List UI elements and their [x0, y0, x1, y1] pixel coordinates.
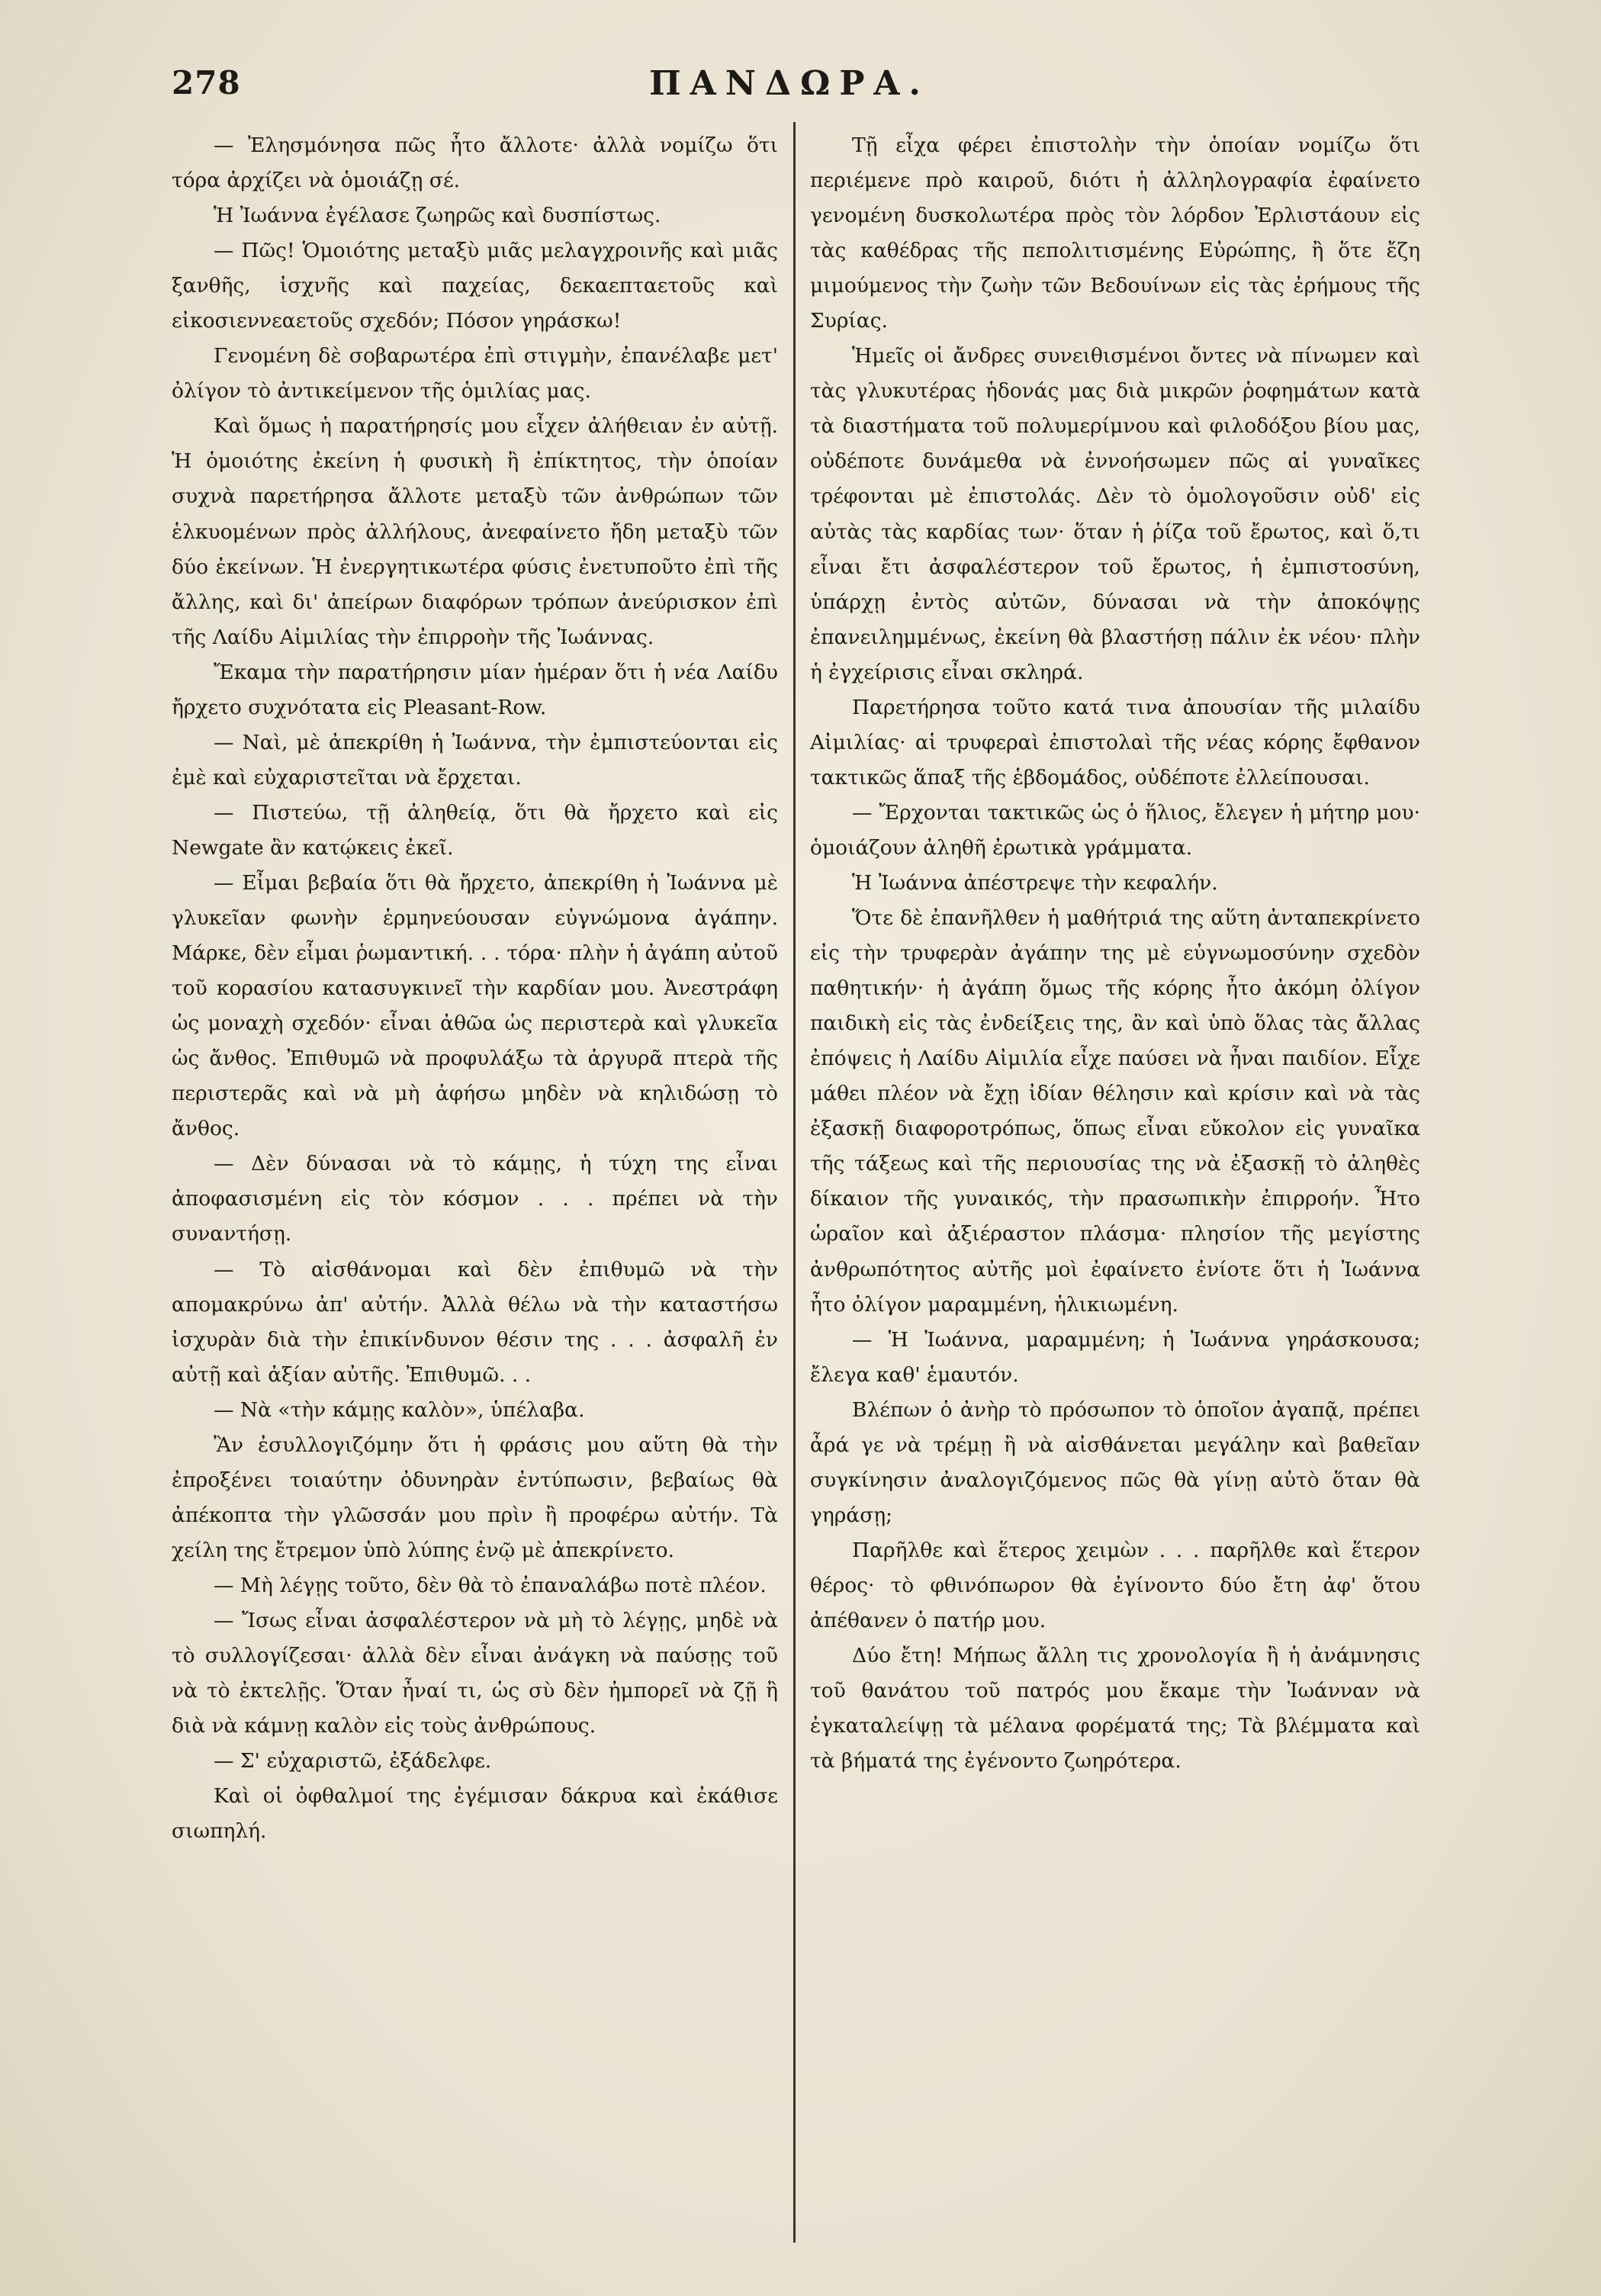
- paragraph: Ἔκαμα τὴν παρατήρησιν μίαν ἡμέραν ὅτι ἡ νέα Λαίδυ ἤρχετο συχνότατα εἰς Pleasant-Row.: [172, 660, 778, 719]
- left-column: [172, 128, 778, 1849]
- paragraph: Ἡ Ἰωάννα ἀπέστρεψε τὴν κεφαλήν.: [852, 870, 1218, 895]
- paragraph: Βλέπων ὁ ἀνὴρ τὸ πρόσωπον τὸ ὁποῖον ἀγαπᾷ, πρέπει ἆρά γε νὰ τρέμῃ ἢ νὰ αἰσθάνεται μεγάλην καὶ βαθεῖαν συγκίνησιν ἀναλογιζόμενος πῶς θὰ γίνῃ αὐτὸ ὅταν θὰ γηράσῃ;: [810, 1397, 1420, 1527]
- paragraph: Καὶ οἱ ὀφθαλμοί της ἐγέμισαν δάκρυα καὶ ἐκάθισε σιωπηλή.: [172, 1784, 778, 1844]
- paragraph: — Ἴσως εἶναι ἀσφαλέστερον νὰ μὴ τὸ λέγῃς, μηδὲ νὰ τὸ συλλογίζεσαι· ἀλλὰ δὲν εἶναι ἀνάγκη νὰ παύσῃς τοῦ νὰ τὸ ἐκτελῇς. Ὅταν ἦναί τι, ὡς σὺ δὲν ἠμπορεῖ νὰ ζῇ ἢ διὰ νὰ κάμνῃ καλὸν εἰς τοὺς ἀνθρώπους.: [172, 1608, 778, 1738]
- column-divider: [793, 122, 796, 2243]
- paragraph: Παρετήρησα τοῦτο κατά τινα ἀπουσίαν τῆς μιλαίδυ Αἰμιλίας· αἱ τρυφεραὶ ἐπιστολαὶ τῆς νέας κόρης ἔφθανον τακτικῶς ἅπαξ τῆς ἑβδομάδος, οὐδέποτε ἐλλείπουσαι.: [810, 695, 1420, 789]
- paragraph: — Ναὶ, μὲ ἀπεκρίθη ἡ Ἰωάννα, τὴν ἐμπιστεύονται εἰς ἐμὲ καὶ εὐχαριστεῖται νὰ ἔρχεται.: [172, 730, 778, 789]
- paragraph: Τῇ εἶχα φέρει ἐπιστολὴν τὴν ὁποίαν νομίζω ὅτι περιέμενε πρὸ καιροῦ, διότι ἡ ἀλληλογραφία ἐφαίνετο γενομένη δυσκολωτέρα πρὸς τὸν λόρδον Ἐρλιστάουν εἰς τὰς καθέδρας τῆς πεπολιτισμένης Εὐρώπης, ἢ ὅτε ἔζη μιμούμενος τὴν ζωὴν τῶν Βεδουίνων εἰς τὰς ἐρήμους τῆς Συρίας.: [810, 133, 1420, 333]
- paragraph: — Ἔρχονται τακτικῶς ὡς ὁ ἥλιος, ἔλεγεν ἡ μήτηρ μου· ὁμοιάζουν ἀληθῆ ἐρωτικὰ γράμματα.: [810, 800, 1420, 860]
- paragraph: Δύο ἔτη! Μήπως ἄλλη τις χρονολογία ἢ ἡ ἀνάμνησις τοῦ θανάτου τοῦ πατρός μου ἔκαμε τὴν Ἰωάνναν νὰ ἐγκαταλείψῃ τὰ μέλανα φορέματά της; Τὰ βλέμματα καὶ τὰ βήματά της ἐγένοντο ζωηρότερα.: [810, 1644, 1420, 1773]
- page-number: 278: [172, 64, 241, 101]
- paragraph: Καὶ ὅμως ἡ παρατήρησίς μου εἶχεν ἀλήθειαν ἐν αὐτῇ. Ἡ ὁμοιότης ἐκείνη ἡ φυσικὴ ἢ ἐπίκτητος, τὴν ὁποίαν συχνὰ παρετήρησα ἄλλοτε μεταξὺ τῶν ἀνθρώπων τῶν ἑλκυομένων πρὸς ἀλλήλους, ἀνεφαίνετο ἤδη μεταξὺ τῶν δύο ἐκείνων. Ἡ ἐνεργητικωτέρα φύσις ἐνετυποῦτο ἐπὶ τῆς ἄλλης, καὶ δι' ἀπείρων διαφόρων τρόπων ἀνεύρισκον ἐπὶ τῆς Λαίδυ Αἰμιλίας τὴν ἐπιρροὴν τῆς Ἰωάννας.: [172, 414, 778, 649]
- paragraph: — Πιστεύω, τῇ ἀληθείᾳ, ὅτι θὰ ἤρχετο καὶ εἰς Newgate ἂν κατῴκεις ἐκεῖ.: [172, 800, 778, 860]
- paragraph: — Πῶς! Ὁμοιότης μεταξὺ μιᾶς μελαγχροινῆς καὶ μιᾶς ξανθῆς, ἰσχνῆς καὶ παχείας, δεκαεπταετοῦς καὶ εἰκοσιεννεαετοῦς σχεδόν; Πόσον γηράσκω!: [172, 239, 778, 333]
- paragraph: — Μὴ λέγῃς τοῦτο, δὲν θὰ τὸ ἐπαναλάβω ποτὲ πλέον.: [214, 1573, 767, 1597]
- page-header: [172, 59, 1407, 113]
- paragraph: Ἡ Ἰωάννα ἐγέλασε ζωηρῶς καὶ δυσπίστως.: [214, 204, 661, 228]
- paragraph: — Ἐλησμόνησα πῶς ἦτο ἄλλοτε· ἀλλὰ νομίζω ὅτι τόρα ἀρχίζει νὰ ὁμοιάζῃ σέ.: [172, 133, 778, 193]
- paragraph: Ἡμεῖς οἱ ἄνδρες συνειθισμένοι ὄντες νὰ πίνωμεν καὶ τὰς γλυκυτέρας ἡδονάς μας διὰ μικρῶν ῥοφημάτων κατὰ τὰ διαστήματα τοῦ πολυμερίμνου καὶ φιλοδόξου βίου μας, οὐδέποτε δυνάμεθα νὰ ἐννοήσωμεν πῶς αἱ γυναῖκες τρέφονται μὲ ἐπιστολάς. Δὲν τὸ ὁμολογοῦσιν οὐδ' εἰς αὐτὰς τὰς καρδίας των· ὅταν ἡ ῥίζα τοῦ ἔρωτος, καὶ ὅ,τι εἶναι ἔτι ἀσφαλέστερον τοῦ ἔρωτος, ἡ ἐμπιστοσύνη, ὑπάρχῃ ἐντὸς αὐτῶν, δύνασαι νὰ τὴν ἀποκόψῃς ἐπανειλημμένως, ἐκείνη θὰ βλαστήσῃ πάλιν ἐκ νέου· πλὴν ἡ ἐγχείρισις εἶναι σκληρά.: [810, 344, 1420, 684]
- running-title: ΠΑΝΔΩΡΑ.: [649, 64, 930, 103]
- paragraph: — Τὸ αἰσθάνομαι καὶ δὲν ἐπιθυμῶ νὰ τὴν απομακρύνω ἀπ' αὐτήν. Ἀλλὰ θέλω νὰ τὴν καταστήσω ἰσχυρὰν διὰ τὴν ἐπικίνδυνον θέσιν της . . . ἀσφαλῆ ἐν αὐτῇ καὶ ἀξίαν αὐτῆς. Ἐπιθυμῶ. . .: [172, 1257, 778, 1387]
- paragraph: — Εἶμαι βεβαία ὅτι θὰ ἤρχετο, ἀπεκρίθη ἡ Ἰωάννα μὲ γλυκεῖαν φωνὴν ἑρμηνεύουσαν εὐγνώμονα ἀγάπην. Μάρκε, δὲν εἶμαι ῥωμαντική. . . τόρα· πλὴν ἡ ἀγάπη αὐτοῦ τοῦ κορασίου κατασυγκινεῖ τὴν καρδίαν μου. Ἀνεστράφη ὡς μοναχὴ σχεδόν· εἶναι ἀθῶα ὡς περιστερὰ καὶ γλυκεῖα ὡς ἄνθος. Ἐπιθυμῶ νὰ προφυλάξω τὰ ἀργυρᾶ πτερὰ τῆς περιστερᾶς καὶ νὰ μὴ ἀφήσω μηδὲν νὰ κηλιδώσῃ τὸ ἄνθος.: [172, 870, 778, 1141]
- paragraph: Ἂν ἐσυλλογιζόμην ὅτι ἡ φράσις μου αὕτη θὰ τὴν ἐπροξένει τοιαύτην ὀδυνηρὰν ἐντύπωσιν, βεβαίως θὰ ἀπέκοπτα τὴν γλῶσσάν μου πρὶν ἢ προφέρω αὐτήν. Τὰ χείλη της ἔτρεμον ὑπὸ λύπης ἐνῷ μὲ ἀπεκρίνετο.: [172, 1433, 778, 1562]
- paragraph: — Νὰ «τὴν κάμῃς καλὸν», ὑπέλαβα.: [214, 1397, 585, 1422]
- paragraph: — Σ' εὐχαριστῶ, ἐξάδελφε.: [214, 1749, 492, 1773]
- paragraph: — Δὲν δύνασαι νὰ τὸ κάμῃς, ἡ τύχη της εἶναι ἀποφασισμένη εἰς τὸν κόσμον . . . πρέπει νὰ τὴν συναντήσῃ.: [172, 1152, 778, 1246]
- paragraph: Γενομένη δὲ σοβαρωτέρα ἐπὶ στιγμὴν, ἐπανέλαβε μετ' ὀλίγον τὸ ἀντικείμενον τῆς ὁμιλίας μας.: [172, 344, 778, 404]
- paragraph: Ὅτε δὲ ἐπανῆλθεν ἡ μαθήτριά της αὕτη ἀνταπεκρίνετο εἰς τὴν τρυφερὰν ἀγάπην της μὲ εὐγνωμοσύνην σχεδὸν παθητικήν· ἡ ἀγάπη ὅμως τῆς κόρης ἦτο ἀκόμη ὀλίγον παιδικὴ εἰς τὰς ἐνδείξεις της, ἂν καὶ ὑπὸ ὅλας τὰς ἄλλας ἐπόψεις ἡ Λαίδυ Αἰμιλία εἶχε παύσει νὰ ἦναι παιδίον. Εἶχε μάθει πλέον νὰ ἔχῃ ἰδίαν θέλησιν καὶ κρίσιν καὶ νὰ τὰς ἐξασκῇ διαφοροτρόπως, ὅπως εἶναι εὔκολον εἰς γυναῖκα τῆς τάξεως καὶ τῆς περιουσίας της νὰ ἐξασκῇ τὸ ἀληθὲς δίκαιον τῆς γυναικός, τὴν πρασωπικὴν ἐπιρροήν. Ἦτο ὡραῖον καὶ ἀξιέραστον πλάσμα· πλησίον τῆς μεγίστης ἀνθρωπότητος αὐτῆς μοὶ ἐφαίνετο ἐνίοτε ὅτι ἡ Ἰωάννα ἦτο ὀλίγον μαραμμένη, ἡλικιωμένη.: [810, 906, 1420, 1317]
- paragraph: — Ἡ Ἰωάννα, μαραμμένη; ἡ Ἰωάννα γηράσκουσα; ἔλεγα καθ' ἑμαυτόν.: [810, 1327, 1420, 1387]
- paragraph: Παρῆλθε καὶ ἕτερος χειμὼν . . . παρῆλθε καὶ ἕτερον θέρος· τὸ φθινόπωρον θὰ ἐγίνοντο δύο ἔτη ἀφ' ὅτου ἀπέθανεν ὁ πατήρ μου.: [810, 1538, 1420, 1632]
- right-column: [810, 128, 1420, 1779]
